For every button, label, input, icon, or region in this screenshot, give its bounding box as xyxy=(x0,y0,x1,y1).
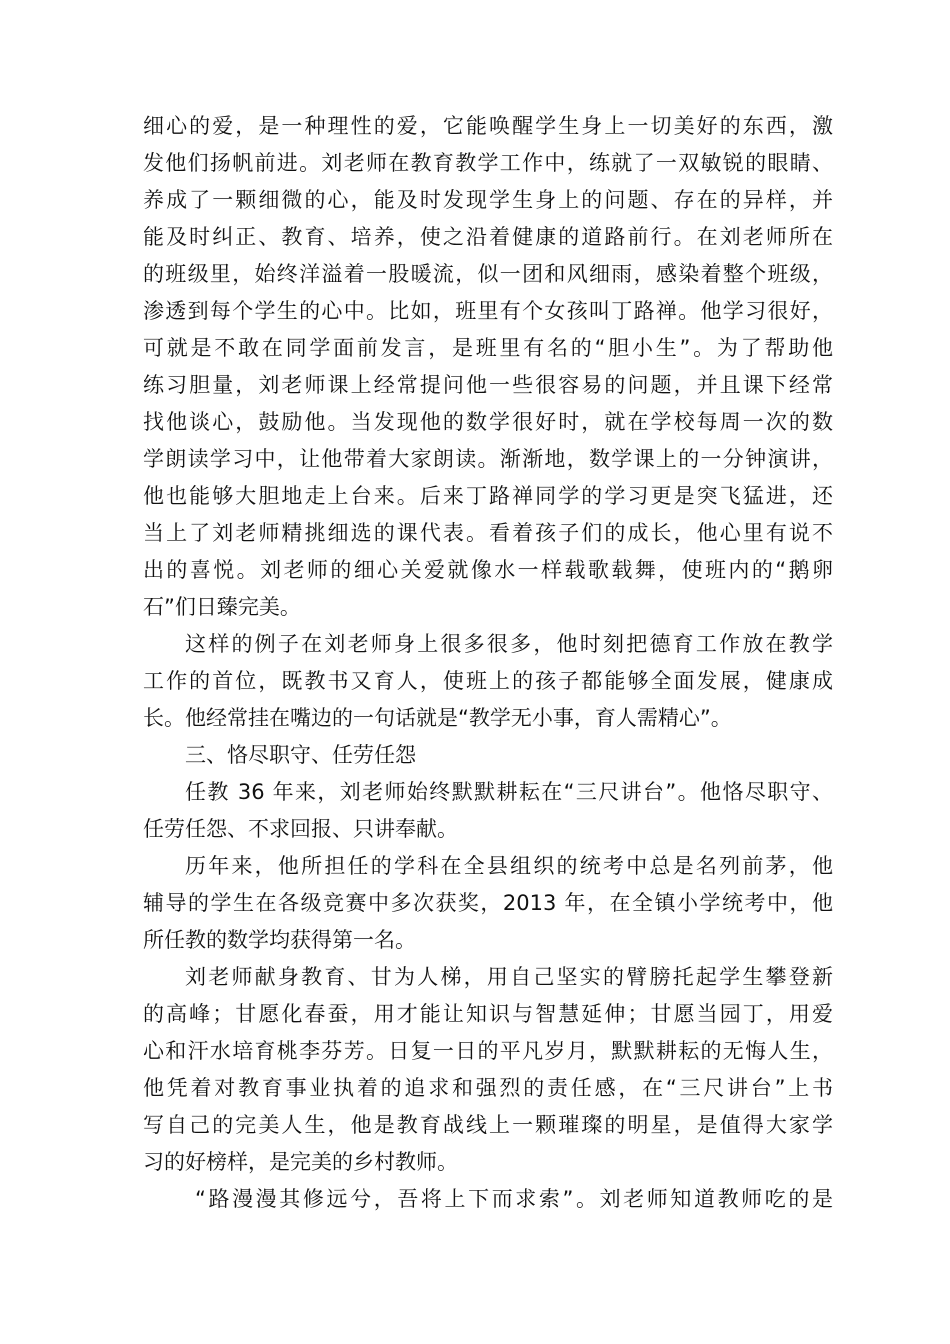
paragraph-first-line: 历年来，他所担任的学科在全县组织的统考中总是名列前茅，他 xyxy=(185,854,833,878)
text-line: 他凭着对教育事业执着的追求和强烈的责任感，在“三尺讲台”上书 xyxy=(143,1076,833,1100)
text-line: 写自己的完美人生，他是教育战线上一颗璀璨的明星，是值得大家学 xyxy=(143,1113,833,1137)
text-line: 学朗读学习中，让他带着大家朗读。渐渐地，数学课上的一分钟演讲， xyxy=(143,447,833,471)
text-line: 可就是不敢在同学面前发言，是班里有名的“胆小生”。为了帮助他 xyxy=(143,336,833,360)
text-line: 当上了刘老师精挑细选的课代表。看着孩子们的成长，他心里有说不 xyxy=(143,521,833,545)
text-line: 石”们日臻完美。 xyxy=(143,595,301,619)
text-line: 他也能够大胆地走上台来。后来丁路禅同学的学习更是突飞猛进，还 xyxy=(143,484,833,508)
paragraph-first-line: 任教 36 年来，刘老师始终默默耕耘在“三尺讲台”。他恪尽职守、 xyxy=(185,780,833,804)
text-line: 心和汗水培育桃李芬芳。日复一日的平凡岁月，默默耕耘的无悔人生， xyxy=(143,1039,833,1063)
paragraph-first-line: 刘老师献身教育、甘为人梯，用自己坚实的臂膀托起学生攀登新 xyxy=(185,965,833,989)
text-line: 养成了一颗细微的心，能及时发现学生身上的问题、存在的异样，并 xyxy=(143,188,833,212)
text-line: 所任教的数学均获得第一名。 xyxy=(143,928,416,952)
section-heading: 三、恪尽职守、任劳任怨 xyxy=(185,743,416,767)
text-line: 渗透到每个学生的心中。比如，班里有个女孩叫丁路禅。他学习很好， xyxy=(143,299,833,323)
text-line: 能及时纠正、教育、培养，使之沿着健康的道路前行。在刘老师所在 xyxy=(143,225,833,249)
paragraph-first-line: 这样的例子在刘老师身上很多很多，他时刻把德育工作放在教学 xyxy=(185,632,833,656)
text-line: 的高峰；甘愿化春蚕，用才能让知识与智慧延伸；甘愿当园丁，用爱 xyxy=(143,1002,833,1026)
text-line: 长。他经常挂在嘴边的一句话就是“教学无小事，育人需精心”。 xyxy=(143,706,732,730)
text-line: 出的喜悦。刘老师的细心关爱就像水一样载歌载舞，使班内的“鹅卵 xyxy=(143,558,833,582)
text-line: 习的好榜样，是完美的乡村教师。 xyxy=(143,1150,458,1174)
text-line: 辅导的学生在各级竞赛中多次获奖，2013 年，在全镇小学统考中，他 xyxy=(143,891,833,915)
text-line: 工作的首位，既教书又育人，使班上的孩子都能够全面发展，健康成 xyxy=(143,669,833,693)
text-line: 的班级里，始终洋溢着一股暖流，似一团和风细雨，感染着整个班级， xyxy=(143,262,833,286)
paragraph-first-line: “路漫漫其修远兮，吾将上下而求索”。刘老师知道教师吃的是 xyxy=(195,1187,833,1211)
text-line: 练习胆量，刘老师课上经常提问他一些很容易的问题，并且课下经常 xyxy=(143,373,833,397)
text-line: 找他谈心，鼓励他。当发现他的数学很好时，就在学校每周一次的数 xyxy=(143,410,833,434)
text-line: 任劳任怨、不求回报、只讲奉献。 xyxy=(143,817,458,841)
body-text xyxy=(143,108,833,1218)
text-line: 发他们扬帆前进。刘老师在教育教学工作中，练就了一双敏锐的眼睛、 xyxy=(143,151,833,175)
text-line: 细心的爱，是一种理性的爱，它能唤醒学生身上一切美好的东西，激 xyxy=(143,114,833,138)
